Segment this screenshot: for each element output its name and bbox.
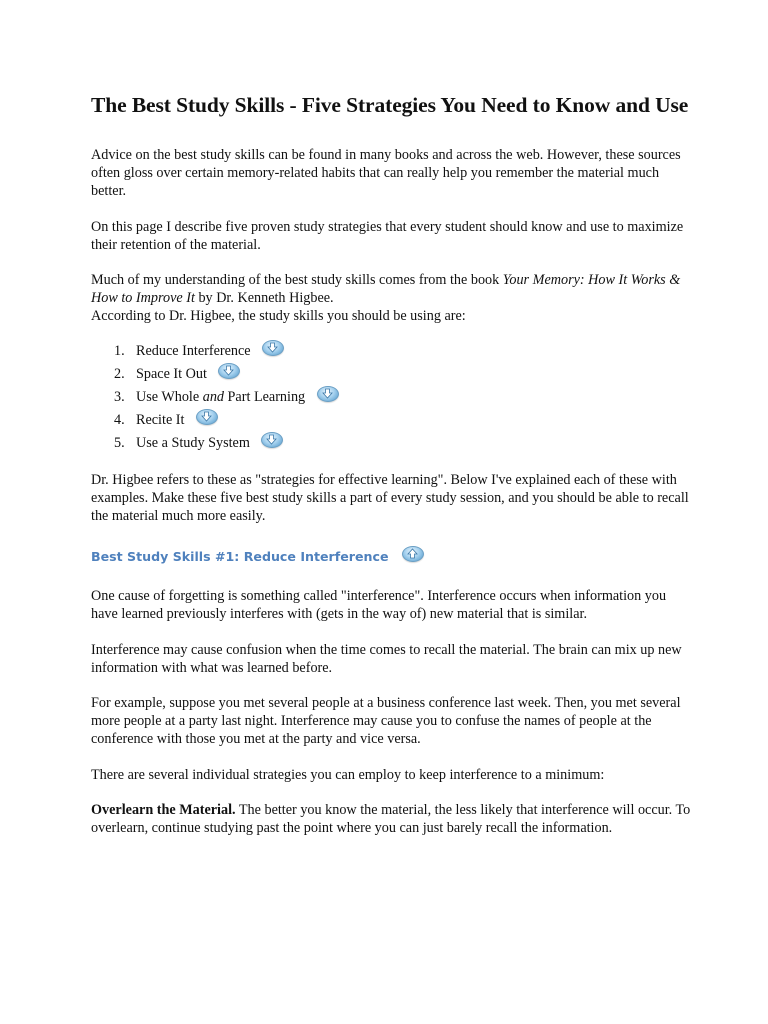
down-arrow-icon[interactable] (196, 409, 218, 425)
list-item (91, 363, 691, 386)
overlearn-heading: Overlearn the Material. (91, 801, 236, 818)
section-paragraph-4: There are several individual strategies you can employ to keep interference to a minimum: (91, 766, 605, 783)
list-item (91, 340, 691, 363)
book-title: Your Memory: How It Works & How to Improve It (91, 272, 681, 307)
skill-label: Space It Out (136, 365, 207, 382)
down-arrow-icon[interactable] (261, 432, 283, 448)
section-heading (91, 546, 691, 566)
section-paragraph-2: Interference may cause confusion when the time comes to recall the material. The brain can mix up new information with what was learned before. (91, 641, 682, 676)
skill-label: Recite It (136, 411, 185, 428)
skill-label: Reduce Interference (136, 342, 251, 359)
book-para-after: by Dr. Kenneth Higbee. (194, 290, 334, 307)
list-number: 5. (114, 434, 125, 451)
list-item (91, 432, 691, 455)
higbee-paragraph: Dr. Higbee refers to these as "strategies for effective learning". Below I've explained each of these with examples. Make these five best study skills a part of every study session, and you should be able to recall the material much more easily. (91, 471, 689, 525)
section-paragraph-3: For example, suppose you met several people at a business conference last week. Then, you met several more people at a party last night. Interference may cause you to confuse the names of people at the conference with those you met at the party and vice versa. (91, 695, 681, 748)
list-number: 1. (114, 342, 125, 359)
overlearn-paragraph (91, 801, 691, 837)
down-arrow-icon[interactable] (317, 386, 339, 402)
section-heading-text: Best Study Skills #1: Reduce Interference (91, 549, 389, 565)
skills-list (91, 340, 691, 455)
up-arrow-icon[interactable] (402, 546, 424, 562)
skill-label (136, 389, 305, 405)
list-number: 4. (114, 411, 125, 428)
overlearn-text: The better you know the material, the less likely that interference will occur. To overlearn, continue studying past the point where you can just barely recall the information. (91, 801, 691, 837)
page-title: The Best Study Skills - Five Strategies You Need to Know and Use (91, 93, 689, 117)
intro-paragraph-1: Advice on the best study skills can be found in many books and across the web. However, these sources often gloss over certain memory-related habits that can really help you remember the material much better. (91, 147, 681, 200)
skill-label-emphasis: and (202, 388, 224, 405)
according-paragraph: According to Dr. Higbee, the study skills you should be using are: (91, 308, 466, 325)
article-body (91, 92, 691, 837)
skill-label-before: Use Whole (136, 388, 203, 405)
down-arrow-icon[interactable] (218, 363, 240, 379)
list-item (91, 386, 691, 409)
list-number: 3. (114, 388, 125, 405)
list-number: 2. (114, 365, 125, 382)
skill-label: Use a Study System (136, 434, 250, 451)
book-paragraph (91, 271, 691, 307)
list-item (91, 409, 691, 432)
skill-label-after: Part Learning (224, 388, 306, 405)
section-paragraph-1: One cause of forgetting is something called "interference". Interference occurs when information you have learned previously interferes with (gets in the way of) new material that is similar. (91, 588, 667, 623)
book-para-before: Much of my understanding of the best study skills comes from the book (91, 272, 503, 289)
down-arrow-icon[interactable] (262, 340, 284, 356)
intro-paragraph-2: On this page I describe five proven study strategies that every student should know and use to maximize their retention of the material. (91, 218, 684, 253)
